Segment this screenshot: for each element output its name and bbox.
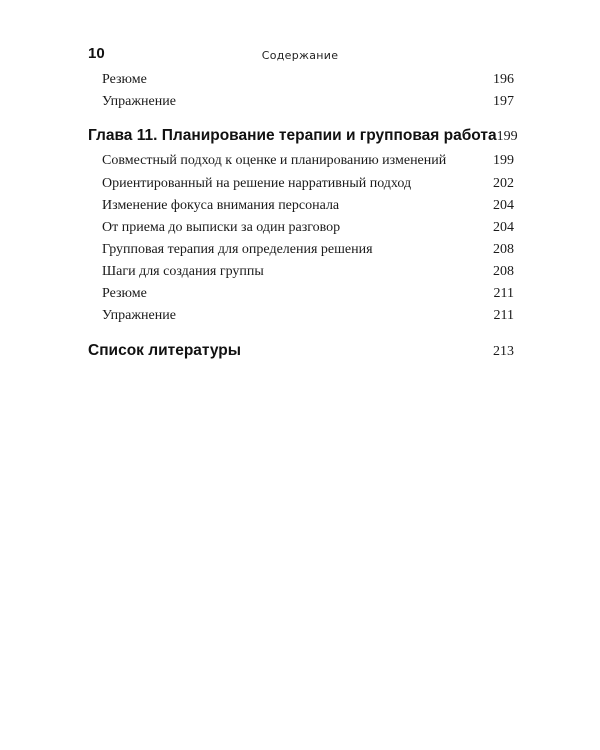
toc-entry-title: От приема до выписки за один разговор <box>102 220 341 235</box>
toc-entry-page: 197 <box>493 94 514 109</box>
toc-entry[interactable] <box>88 94 514 110</box>
toc-entry-title: Групповая терапия для определения решения <box>102 242 373 257</box>
page-number: 10 <box>88 45 105 62</box>
toc-chapter-11[interactable] <box>88 127 518 145</box>
toc-entry-page: 211 <box>493 308 514 323</box>
toc-entry-page: 211 <box>493 286 514 301</box>
toc-entry-title: Ориентированный на решение нарративный подход <box>102 176 412 191</box>
chapter-title: Глава 11. Планирование терапии и групповая работа <box>88 127 497 144</box>
toc-entry-page: 204 <box>493 198 514 213</box>
chapter-title: Список литературы <box>88 342 242 359</box>
toc-entry[interactable] <box>88 220 514 236</box>
toc-entry[interactable] <box>88 153 514 169</box>
running-header-title: Содержание <box>261 49 339 62</box>
toc-entry[interactable] <box>88 198 514 214</box>
toc-entry-title: Резюме <box>102 286 147 301</box>
toc-entry-title: Упражнение <box>102 308 176 323</box>
toc-entry-title: Резюме <box>102 72 147 87</box>
toc-entry-title: Шаги для создания группы <box>102 264 264 279</box>
toc-entry-page: 208 <box>493 242 514 257</box>
toc-entry-page: 202 <box>493 176 514 191</box>
toc-entry-page: 208 <box>493 264 514 279</box>
toc-entry[interactable] <box>88 286 514 302</box>
toc-entry-title: Совместный подход к оценке и планированию изменений <box>102 153 447 168</box>
toc-entry-page: 204 <box>493 220 514 235</box>
toc-entry[interactable] <box>88 176 514 192</box>
toc-entry[interactable] <box>88 264 514 280</box>
toc-entry-page: 199 <box>493 153 514 168</box>
toc-entry-page: 196 <box>493 72 514 87</box>
toc-entry[interactable] <box>88 242 514 258</box>
toc-bibliography[interactable] <box>88 342 514 360</box>
toc-entry[interactable] <box>88 72 514 88</box>
toc-entry[interactable] <box>88 308 514 324</box>
chapter-page: 199 <box>496 129 518 144</box>
chapter-page: 213 <box>493 344 514 359</box>
toc-entry-title: Упражнение <box>102 94 176 109</box>
toc-entry-title: Изменение фокуса внимания персонала <box>102 198 340 213</box>
